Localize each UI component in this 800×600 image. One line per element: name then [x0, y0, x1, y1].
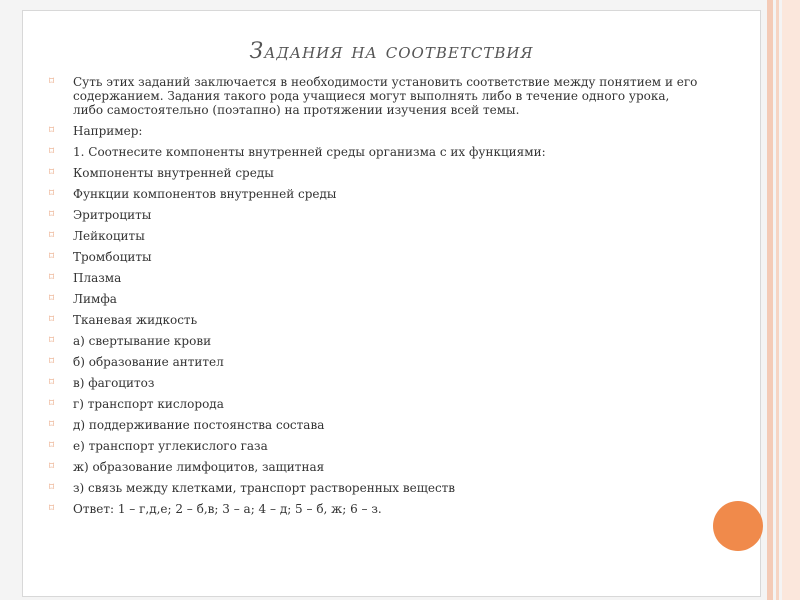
list-item-text: б) образование антител — [73, 355, 224, 369]
answer-item — [49, 502, 699, 516]
leaf-bullet-icon: ⌑ — [49, 398, 55, 409]
leaf-bullet-icon: ⌑ — [49, 146, 55, 157]
leaf-bullet-icon: ⌑ — [49, 76, 55, 87]
list-item-text: Функции компонентов внутренней среды — [73, 187, 337, 201]
list-item-text: Суть этих заданий заключается в необходимости установить соответствие между понятием и его содержанием. Задания такого рода учащиеся могут выполнять либо в течение одного урока, либо самостоятельно (поэтапно) на протяжении изучения всей темы. — [73, 75, 698, 117]
list-item-text: Тканевая жидкость — [73, 313, 198, 327]
list-item-text: а) свертывание крови — [73, 334, 212, 348]
list-item — [49, 229, 699, 243]
leaf-bullet-icon: ⌑ — [49, 419, 55, 430]
list-item — [49, 250, 699, 264]
list-item — [49, 397, 699, 411]
leaf-bullet-icon: ⌑ — [49, 125, 55, 136]
list-item-text: 1. Соотнесите компоненты внутренней среды организма с их функциями: — [73, 145, 546, 159]
list-item-text: Тромбоциты — [73, 250, 152, 264]
leaf-bullet-icon: ⌑ — [49, 272, 55, 283]
list-item — [49, 145, 699, 159]
list-item-text: г) транспорт кислорода — [73, 397, 224, 411]
list-item-text: з) связь между клетками, транспорт растворенных веществ — [73, 481, 456, 495]
list-item-text: Плазма — [73, 271, 122, 285]
leaf-bullet-icon: ⌑ — [49, 377, 55, 388]
slide-title: Задания на соответствия — [249, 39, 534, 64]
list-item — [49, 334, 699, 348]
leaf-bullet-icon: ⌑ — [49, 482, 55, 493]
list-item — [49, 376, 699, 390]
leaf-bullet-icon: ⌑ — [49, 230, 55, 241]
list-item — [49, 481, 699, 495]
answer-text: Ответ: 1 – г,д,е; 2 – б,в; 3 – а; 4 – д; 5 – б, ж; 6 – з. — [73, 502, 382, 516]
list-item-text: Например: — [73, 124, 143, 138]
list-item — [49, 166, 699, 180]
list-item — [49, 292, 699, 306]
leaf-bullet-icon: ⌑ — [49, 167, 55, 178]
list-item-text: Эритроциты — [73, 208, 152, 222]
slide-panel — [22, 10, 761, 597]
list-item — [49, 355, 699, 369]
leaf-bullet-icon: ⌑ — [49, 503, 55, 514]
list-item — [49, 75, 699, 117]
list-item — [49, 208, 699, 222]
leaf-bullet-icon: ⌑ — [49, 314, 55, 325]
list-item-text: д) поддерживание постоянства состава — [73, 418, 325, 432]
list-item — [49, 460, 699, 474]
leaf-bullet-icon: ⌑ — [49, 440, 55, 451]
list-item — [49, 124, 699, 138]
list-item — [49, 439, 699, 453]
leaf-bullet-icon: ⌑ — [49, 356, 55, 367]
bullet-list — [49, 75, 699, 523]
list-item-text: е) транспорт углекислого газа — [73, 439, 268, 453]
list-item-text: ж) образование лимфоцитов, защитная — [73, 460, 325, 474]
list-item-text: Лейкоциты — [73, 229, 145, 243]
list-item — [49, 271, 699, 285]
list-item — [49, 313, 699, 327]
decorative-orange-circle — [713, 501, 763, 551]
leaf-bullet-icon: ⌑ — [49, 251, 55, 262]
leaf-bullet-icon: ⌑ — [49, 209, 55, 220]
leaf-bullet-icon: ⌑ — [49, 461, 55, 472]
list-item-text: Компоненты внутренней среды — [73, 166, 274, 180]
list-item-text: Лимфа — [73, 292, 117, 306]
decorative-stripe — [776, 0, 779, 600]
list-item-text: в) фагоцитоз — [73, 376, 155, 390]
list-item — [49, 418, 699, 432]
leaf-bullet-icon: ⌑ — [49, 335, 55, 346]
list-item — [49, 187, 699, 201]
leaf-bullet-icon: ⌑ — [49, 293, 55, 304]
leaf-bullet-icon: ⌑ — [49, 188, 55, 199]
decorative-stripe — [782, 0, 800, 600]
decorative-stripe — [767, 0, 773, 600]
